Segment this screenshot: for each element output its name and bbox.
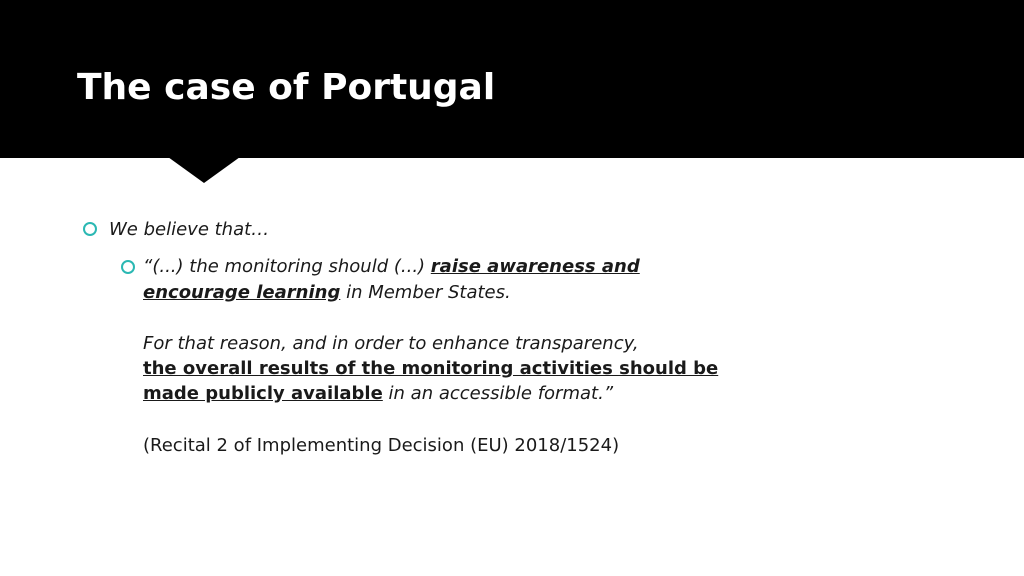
- quote-line-5: [143, 381, 613, 406]
- emphasis-overall-results: the overall results of the monitoring activities should be: [143, 358, 719, 379]
- emphasis-raise-awareness: raise awareness and: [430, 256, 640, 277]
- quote-closing: in an accessible format.”: [382, 383, 614, 404]
- quote-sentence-2: For that reason, and in order to enhance transparency,: [143, 333, 639, 354]
- bullet-level-1-text: We believe that…: [109, 219, 270, 240]
- circle-bullet-icon: [83, 222, 97, 236]
- title-bar-notch: [168, 157, 240, 183]
- emphasis-publicly-available: made publicly available: [143, 383, 383, 404]
- title-bar: [0, 0, 1024, 158]
- quote-line-1: [143, 254, 640, 279]
- quote-line-4: [143, 356, 718, 381]
- emphasis-encourage-learning: encourage learning: [143, 282, 341, 303]
- quote-opening: “(...) the monitoring should (...): [143, 256, 431, 277]
- citation: (Recital 2 of Implementing Decision (EU) 2018/1524): [143, 435, 620, 456]
- slide-title: The case of Portugal: [77, 67, 496, 108]
- circle-bullet-icon: [121, 260, 135, 274]
- quote-continuation: in Member States.: [340, 282, 511, 303]
- quote-line-2: [143, 280, 511, 305]
